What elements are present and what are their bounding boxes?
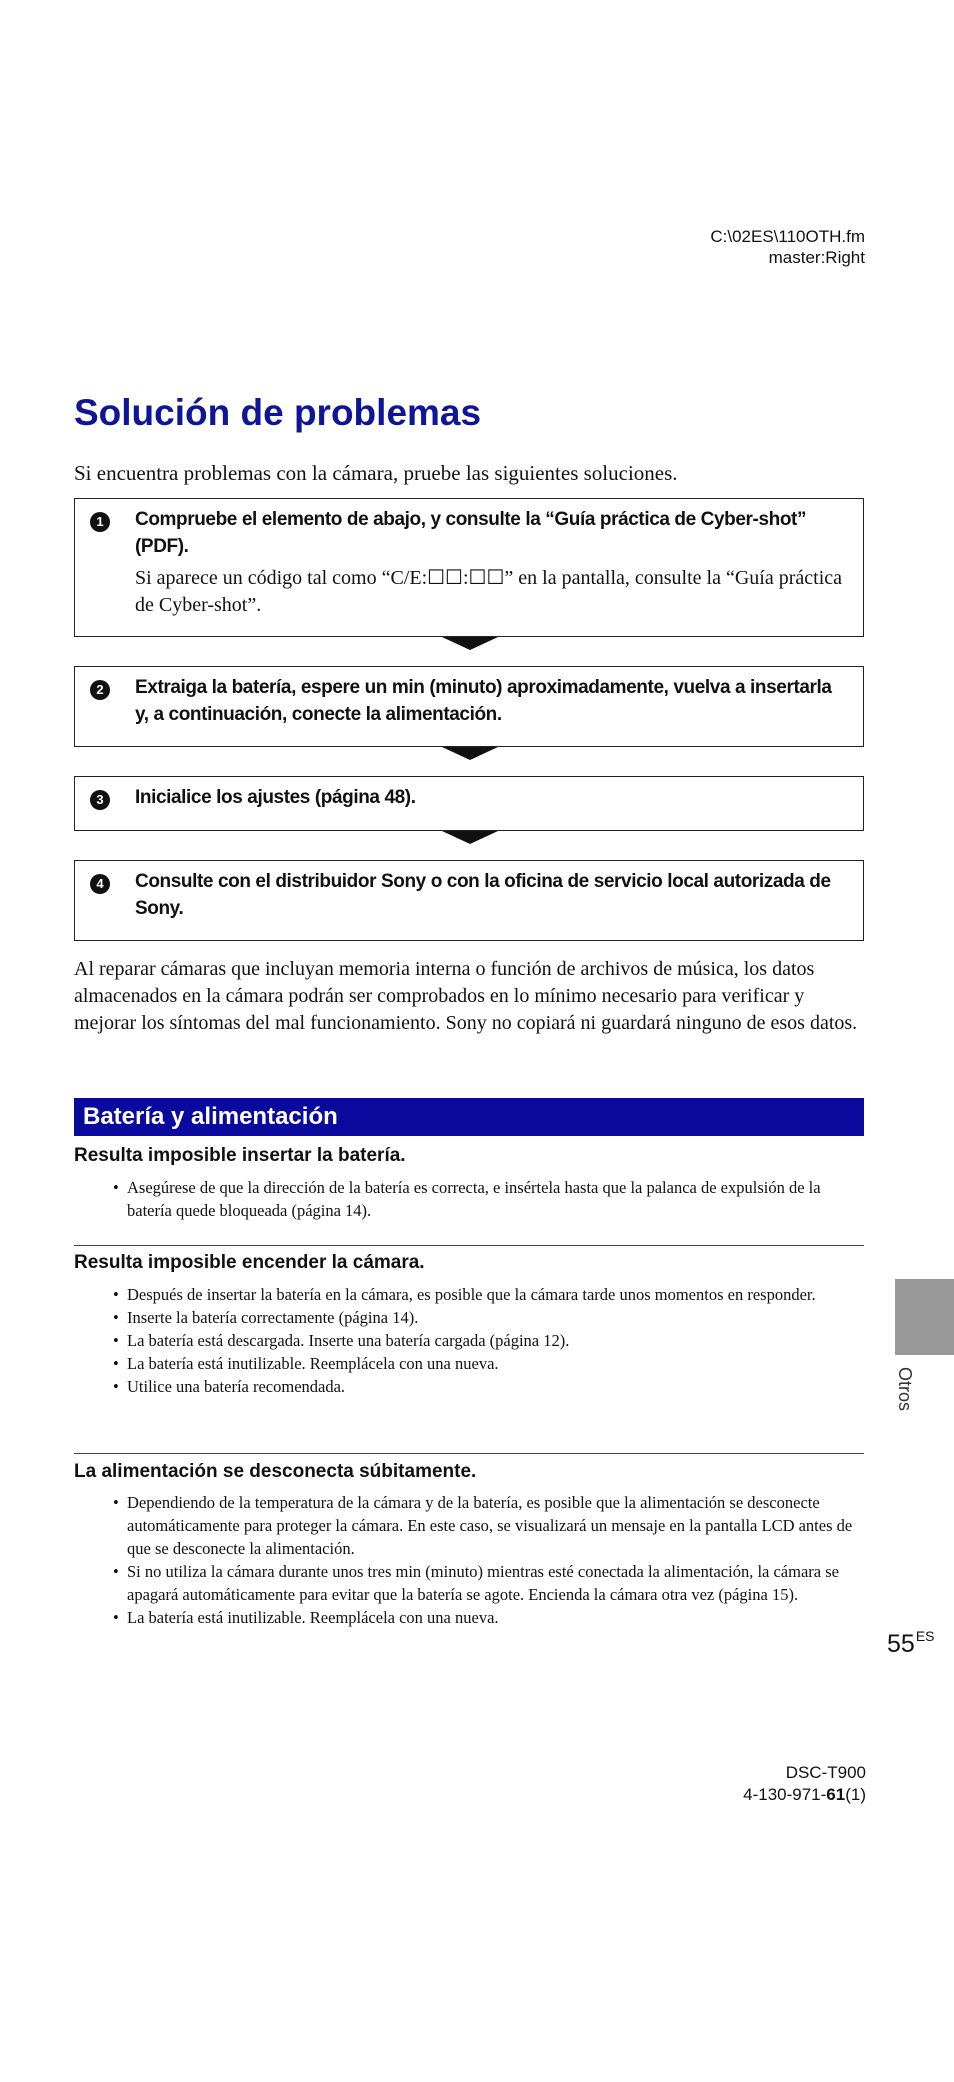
page-number <box>887 1630 935 1659</box>
code-prefix: 4-130-971- <box>743 1785 827 1804</box>
arrow-down-icon <box>442 637 498 650</box>
side-tab <box>895 1279 954 1355</box>
arrow-down-icon <box>442 831 498 844</box>
divider <box>74 1453 864 1454</box>
step-box-3 <box>74 776 864 831</box>
problem-solutions <box>113 1176 865 1222</box>
problem-heading: Resulta imposible encender la cámara. <box>74 1252 425 1273</box>
step-subtext: Si aparece un código tal como “C/E:☐☐:☐☐” en la pantalla, consulte la “Guía práctica de Cyber-shot”. <box>135 567 843 616</box>
master-label: master:Right <box>768 248 865 267</box>
step-text: Extraiga la batería, espere un min (minuto) aproximadamente, vuelva a insertarla y, a continuación, conecte la alimentación. <box>135 677 832 725</box>
step-number-icon: 2 <box>90 680 110 700</box>
step-box-1 <box>74 498 864 637</box>
list-item: • Si no utiliza la cámara durante unos tres min (minuto) mientras esté conectada la alimentación, la cámara se apagará automáticamente para evitar que la batería se agote. Encienda la cámara otra vez (página 15). <box>113 1560 865 1606</box>
problem-solutions <box>113 1491 865 1629</box>
file-path: C:\02ES\110OTH.fm <box>710 227 865 246</box>
problem-solutions <box>113 1283 865 1398</box>
list-item: • La batería está inutilizable. Reemplácela con una nueva. <box>113 1606 865 1629</box>
list-item: • La batería está descargada. Inserte una batería cargada (página 12). <box>113 1329 865 1352</box>
section-title: Batería y alimentación <box>74 1098 864 1136</box>
step-text: Compruebe el elemento de abajo, y consulte la “Guía práctica de Cyber-shot” (PDF). <box>135 509 807 557</box>
step-text: Consulte con el distribuidor Sony o con la oficina de servicio local autorizada de Sony. <box>135 871 831 919</box>
side-tab-label: Otros <box>895 1366 915 1411</box>
repair-notice: Al reparar cámaras que incluyan memoria interna o función de archivos de música, los datos almacenados en la cámara podrán ser comprobados en lo mínimo necesario para verificar y mejorar los síntomas del mal funcionamiento. Sony no copiará ni guardará ninguno de esos datos. <box>74 958 858 1034</box>
model-name: DSC-T900 <box>785 1763 866 1782</box>
step-number-icon: 1 <box>90 512 110 532</box>
step-text: Inicialice los ajustes (página 48). <box>135 787 416 808</box>
problem-heading: Resulta imposible insertar la batería. <box>74 1145 406 1166</box>
list-item: • La batería está inutilizable. Reemplácela con una nueva. <box>113 1352 865 1375</box>
page-number-suffix: ES <box>915 1628 935 1644</box>
step-number-icon: 3 <box>90 790 110 810</box>
code-bold: 61 <box>826 1785 846 1804</box>
footer <box>743 1762 866 1806</box>
step-box-2 <box>74 666 864 747</box>
list-item: • Inserte la batería correctamente (página 14). <box>113 1306 865 1329</box>
list-item: • Dependiendo de la temperatura de la cámara y de la batería, es posible que la alimentación se desconecte automáticamente para proteger la cámara. En este caso, se visualizará un mensaje en la pantalla LCD antes de que se desconecte la alimentación. <box>113 1491 865 1560</box>
page-title: Solución de problemas <box>74 392 482 433</box>
code-suffix: (1) <box>845 1785 866 1804</box>
step-box-4 <box>74 860 864 941</box>
list-item: • Utilice una batería recomendada. <box>113 1375 865 1398</box>
list-item: • Asegúrese de que la dirección de la batería es correcta, e insértela hasta que la palanca de expulsión de la batería quede bloqueada (página 14). <box>113 1176 865 1222</box>
file-header <box>710 226 865 268</box>
intro-text: Si encuentra problemas con la cámara, pruebe las siguientes soluciones. <box>74 461 678 485</box>
list-item: • Después de insertar la batería en la cámara, es posible que la cámara tarde unos momentos en responder. <box>113 1283 865 1306</box>
divider <box>74 1245 864 1246</box>
page-number-value: 55 <box>887 1630 915 1658</box>
step-number-icon: 4 <box>90 874 110 894</box>
arrow-down-icon <box>442 747 498 760</box>
document-code <box>743 1784 866 1806</box>
problem-heading: La alimentación se desconecta súbitamente. <box>74 1461 477 1482</box>
